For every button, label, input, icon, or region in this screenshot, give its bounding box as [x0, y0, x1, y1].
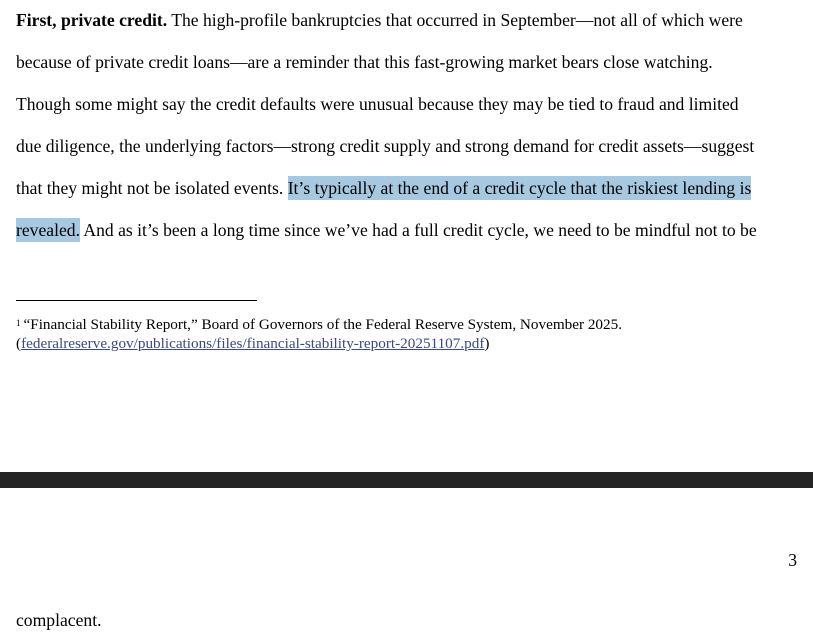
paragraph-line-4: due diligence, the underlying factors—strong credit supply and strong demand for credit assets—suggest [16, 136, 755, 156]
paragraph-line-5 [16, 177, 751, 199]
selected-text-1[interactable]: It’s typically at the end of a credit cycle that the riskiest lending is [287, 178, 752, 198]
line-6-text: And as it’s been a long time since we’ve had a full credit cycle, we need to be mindful not to be [79, 220, 757, 240]
line-5-text: that they might not be isolated events. [16, 178, 288, 198]
line-1-text: The high-profile bankruptcies that occurred in September—not all of which were [167, 10, 743, 30]
footnote-marker: 1 [16, 318, 21, 328]
paragraph-line-2: because of private credit loans—are a reminder that this fast-growing market bears close watching. [16, 52, 713, 72]
footnote-line-2 [16, 335, 489, 353]
continuation-text: complacent. [16, 610, 102, 630]
footnote-text: “Financial Stability Report,” Board of Governors of the Federal Reserve System, November 2025. [23, 316, 622, 333]
page-number: 3 [788, 550, 797, 570]
selected-text-2[interactable]: revealed. [16, 220, 80, 240]
footnote-divider [16, 300, 257, 301]
footnote-line-1 [16, 316, 622, 335]
footnote-close-paren: ) [484, 335, 490, 352]
paragraph-line-3: Though some might say the credit defaults were unusual because they may be tied to fraud and limited [16, 94, 739, 114]
section-heading: First, private credit. [16, 10, 168, 30]
footnote-open-paren: ( [16, 335, 22, 352]
paragraph-line-1 [16, 9, 743, 31]
footnote-link[interactable]: federalreserve.gov/publications/files/financial-stability-report-20251107.pdf [21, 335, 485, 352]
paragraph-line-6 [16, 219, 757, 241]
page-break-bar [0, 472, 813, 488]
